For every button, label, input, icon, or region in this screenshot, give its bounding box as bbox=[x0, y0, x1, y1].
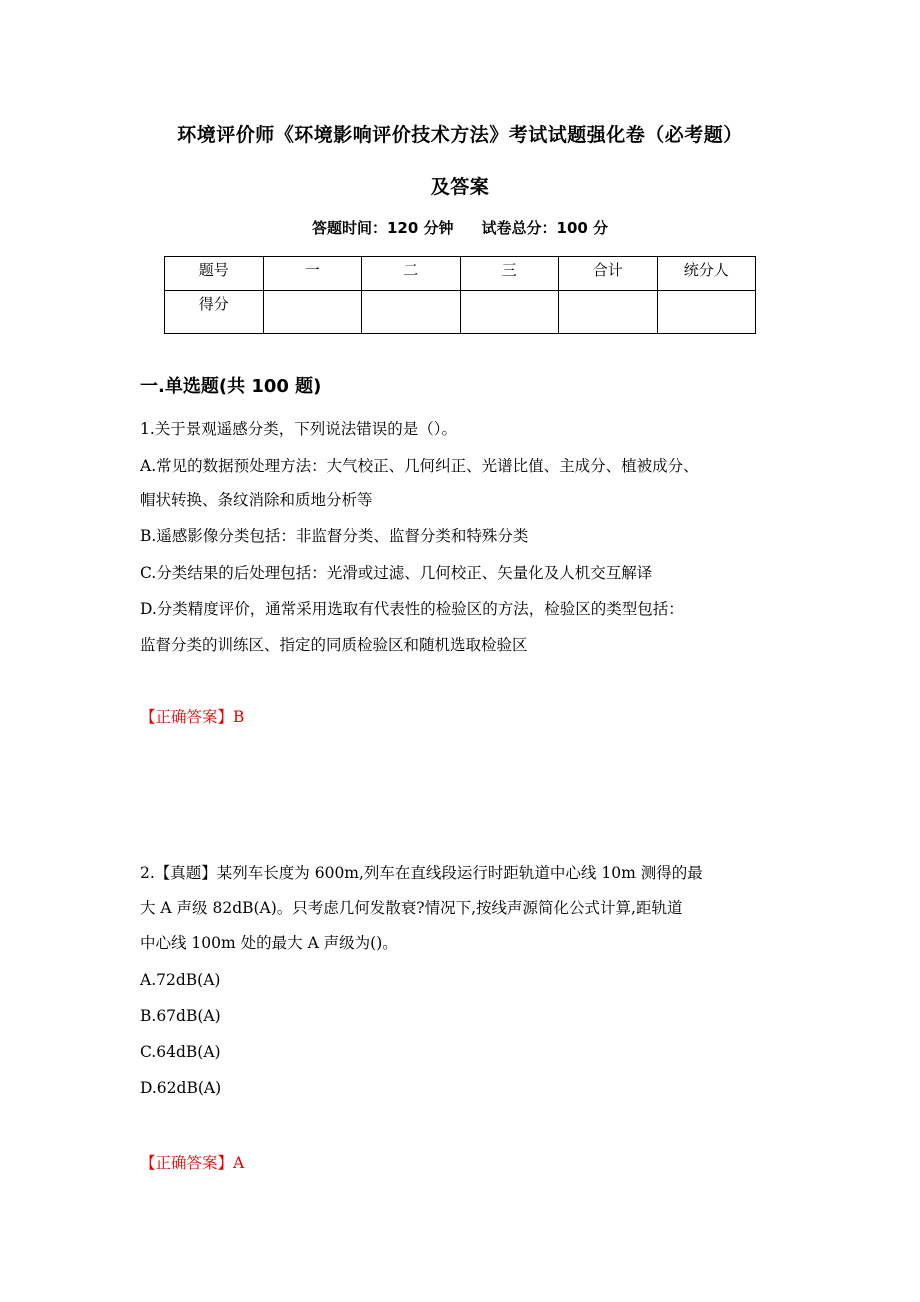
score-cell bbox=[362, 291, 461, 334]
score-cell bbox=[263, 291, 362, 334]
question-option: A.常见的数据预处理方法：大气校正、几何纠正、光谱比值、主成分、植被成分、 bbox=[140, 457, 699, 475]
question-option: D.分类精度评价，通常采用选取有代表性的检验区的方法，检验区的类型包括： bbox=[140, 600, 684, 618]
question-option: D.62dB(A) bbox=[140, 1079, 222, 1097]
question-option: C.分类结果的后处理包括：光滑或过滤、几何校正、矢量化及人机交互解译 bbox=[140, 564, 653, 582]
question-stem: 大 A 声级 82dB(A)。只考虑几何发散衰?情况下,按线声源简化公式计算,距轨道 bbox=[140, 899, 683, 917]
question-option: 监督分类的训练区、指定的同质检验区和随机选取检验区 bbox=[140, 636, 528, 654]
correct-answer: 【正确答案】A bbox=[140, 1154, 245, 1172]
score-table-score-row bbox=[165, 291, 756, 334]
exam-meta bbox=[60, 217, 860, 238]
question-stem: 中心线 100m 处的最大 A 声级为()。 bbox=[140, 934, 398, 952]
question-option: A.72dB(A) bbox=[140, 971, 221, 989]
question-option: 帽状转换、条纹消除和质地分析等 bbox=[140, 491, 373, 509]
question-option: C.64dB(A) bbox=[140, 1043, 221, 1061]
document-title: 环境评价师《环境影响评价技术方法》考试试题强化卷（必考题） bbox=[177, 124, 743, 146]
correct-answer: 【正确答案】B bbox=[140, 708, 245, 726]
score-cell bbox=[657, 291, 756, 334]
score-table-header: 合计 bbox=[559, 257, 658, 291]
score-table-header-row bbox=[165, 257, 756, 291]
question-option: B.遥感影像分类包括：非监督分类、监督分类和特殊分类 bbox=[140, 527, 529, 545]
score-table bbox=[164, 256, 756, 334]
score-table-header: 题号 bbox=[165, 257, 264, 291]
exam-time: 答题时间：120 分钟 bbox=[311, 219, 454, 237]
score-table-header: 三 bbox=[460, 257, 559, 291]
score-table-header: 二 bbox=[362, 257, 461, 291]
score-cell bbox=[460, 291, 559, 334]
score-table-header: 一 bbox=[263, 257, 362, 291]
score-table-header: 统分人 bbox=[657, 257, 756, 291]
score-row-label: 得分 bbox=[165, 291, 264, 334]
score-cell bbox=[559, 291, 658, 334]
exam-total-score: 试卷总分：100 分 bbox=[481, 219, 609, 237]
question-stem: 2.【真题】某列车长度为 600m,列车在直线段运行时距轨道中心线 10m 测得的最 bbox=[140, 864, 703, 882]
question-option: B.67dB(A) bbox=[140, 1007, 221, 1025]
section-heading: 一.单选题(共 100 题) bbox=[140, 376, 322, 397]
document-title-continued: 及答案 bbox=[430, 176, 490, 198]
question-stem: 1.关于景观遥感分类，下列说法错误的是（）。 bbox=[140, 420, 458, 438]
